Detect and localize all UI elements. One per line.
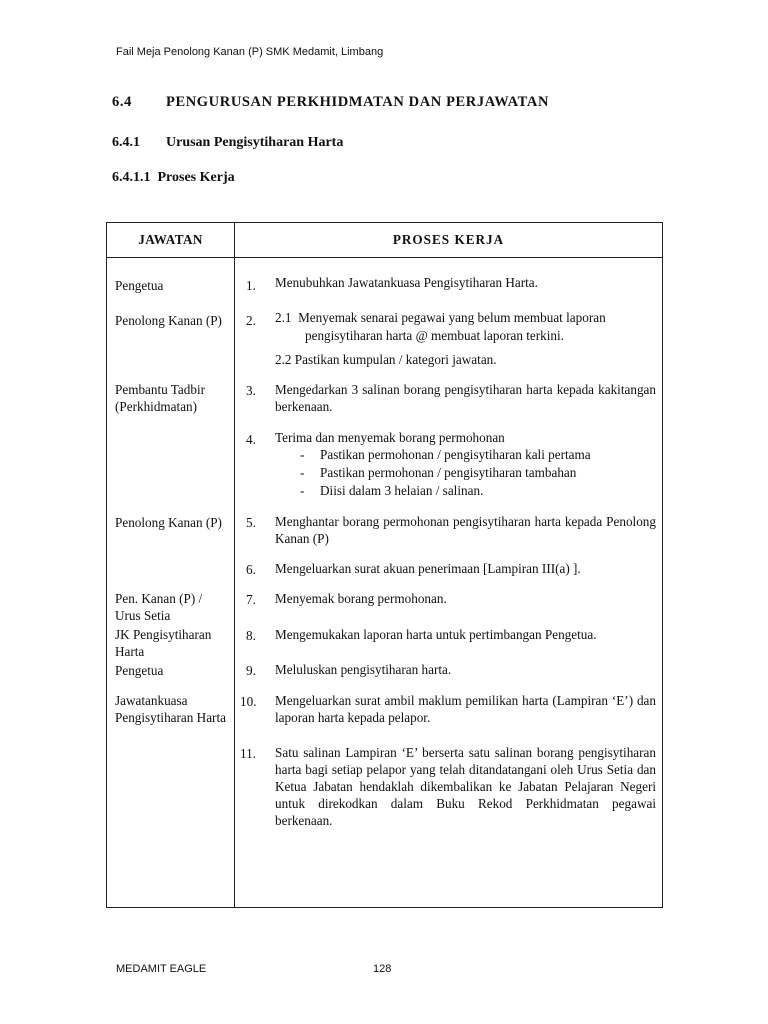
role-pembantu-tadbir: Pembantu Tadbir (Perkhidmatan)	[115, 382, 206, 414]
step-number: 4.	[246, 432, 256, 447]
bullet-item: - Diisi dalam 3 helaian / salinan.	[300, 483, 484, 498]
step-number: 8.	[246, 628, 256, 643]
step-text: Mengemukakan laporan harta untuk pertimbangan Pengetua.	[275, 627, 597, 642]
role-pengetua: Pengetua	[115, 278, 164, 293]
step-2-2: 2.2 Pastikan kumpulan / kategori jawatan.	[275, 352, 497, 367]
subsubsection-heading	[112, 170, 235, 186]
step-number: 7.	[246, 592, 256, 607]
step-text: Terima dan menyemak borang permohonan	[275, 430, 505, 445]
step-2-1	[275, 309, 656, 326]
section-title: PENGURUSAN PERKHIDMATAN DAN PERJAWATAN	[166, 94, 550, 110]
role-pengetua-2: Pengetua	[115, 663, 164, 678]
step-number: 9.	[246, 663, 256, 678]
step-text: Menubuhkan Jawatankuasa Pengisytiharan Harta.	[275, 275, 538, 290]
subsection-heading	[112, 135, 343, 151]
bullet-item: - Pastikan permohonan / pengisytiharan tambahan	[300, 465, 577, 480]
bullet-item: - Pastikan permohonan / pengisytiharan kali pertama	[300, 447, 591, 462]
sub-number: 2.1	[275, 310, 292, 325]
step-2-1-continued: pengisytiharan harta @ membuat laporan terkini.	[305, 328, 564, 343]
step-text: Menyemak borang permohonan.	[275, 591, 447, 606]
step-text: Menghantar borang permohonan pengisytiharan harta kepada Penolong Kanan (P)	[275, 514, 656, 546]
running-header: Fail Meja Penolong Kanan (P) SMK Medamit, Limbang	[116, 46, 384, 58]
role-jawatankuasa: Jawatankuasa Pengisytiharan Harta	[115, 693, 226, 725]
role-jk-pengisytiharan: JK Pengisytiharan Harta	[115, 627, 212, 659]
section-number: 6.4	[112, 94, 132, 110]
step-number: 1.	[246, 278, 256, 293]
column-header-jawatan: JAWATAN	[138, 232, 203, 247]
subsection-title: Urusan Pengisytiharan Harta	[166, 135, 344, 150]
subsubsection-title: Proses Kerja	[157, 170, 235, 185]
footer-label: MEDAMIT EAGLE	[116, 963, 207, 975]
column-header-proses: PROSES KERJA	[392, 232, 505, 247]
sub-text: Menyemak senarai pegawai yang belum membuat laporan	[298, 310, 606, 325]
section-heading	[112, 94, 549, 111]
step-number: 5.	[246, 515, 256, 530]
column-divider	[234, 223, 235, 907]
table-header-row	[107, 223, 662, 258]
step-text: Mengedarkan 3 salinan borang pengisytiharan harta kepada kakitangan berkenaan.	[275, 382, 656, 414]
role-penolong-kanan: Penolong Kanan (P)	[115, 313, 222, 328]
step-number: 10.	[240, 694, 257, 709]
step-number: 2.	[246, 313, 256, 328]
step-text: Mengeluarkan surat ambil maklum pemilikan harta (Lampiran ‘E’) dan laporan harta kepada pelapor.	[275, 693, 656, 725]
subsubsection-number: 6.4.1.1	[112, 170, 151, 185]
step-text: Mengeluarkan surat akuan penerimaan [Lampiran III(a) ].	[275, 561, 581, 576]
step-number: 6.	[246, 562, 256, 577]
subsection-number: 6.4.1	[112, 135, 140, 150]
step-text: Satu salinan Lampiran ‘E’ berserta satu salinan borang pengisytiharan harta bagi setiap pelapor yang telah ditandatangani oleh Urus Setia dan Ketua Jabatan hendaklah dikembalikan ke Jabatan Pelajaran Negeri untuk direkodkan dalam Buku Rekod Perkhidmatan pegawai berkenaan.	[275, 745, 656, 828]
process-table	[106, 222, 663, 908]
role-penolong-kanan-2: Penolong Kanan (P)	[115, 515, 222, 530]
step-text: Meluluskan pengisytiharan harta.	[275, 662, 452, 677]
step-number: 3.	[246, 383, 256, 398]
page-number: 128	[373, 963, 392, 975]
step-number: 11.	[240, 746, 256, 761]
role-pen-kanan-urus-setia: Pen. Kanan (P) / Urus Setia	[115, 591, 203, 623]
